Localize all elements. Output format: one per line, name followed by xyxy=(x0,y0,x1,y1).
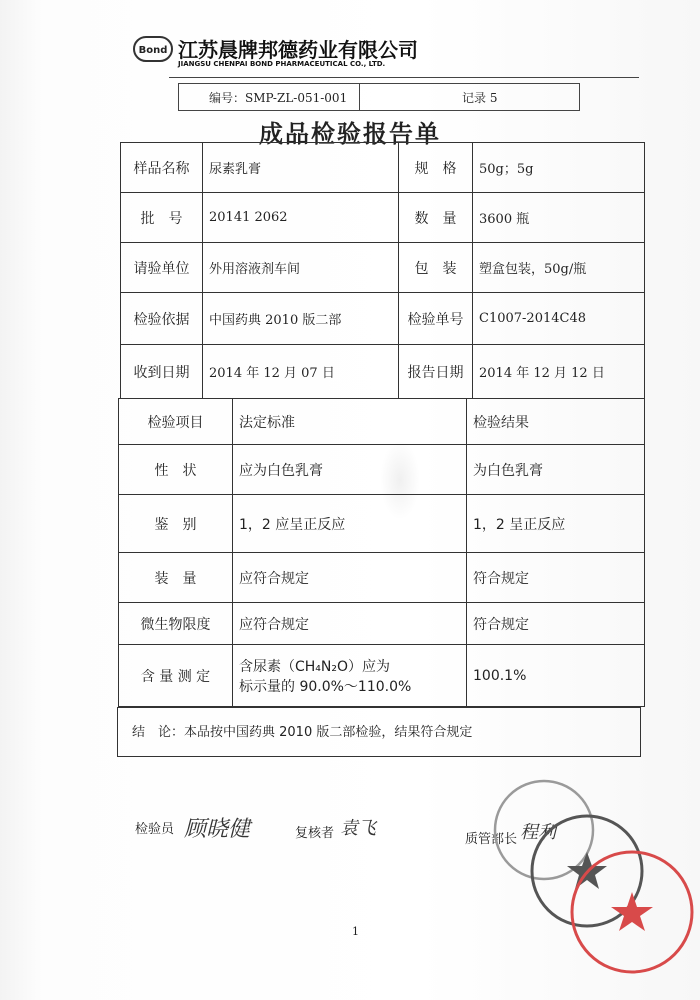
inspect-no-label: 检验单号 xyxy=(399,293,473,345)
result-value: 100.1% xyxy=(467,645,645,707)
col-header-result: 检验结果 xyxy=(467,399,645,445)
pack-label: 包 装 xyxy=(399,243,473,293)
basis-label: 检验依据 xyxy=(121,293,203,345)
reviewer-label: 复核者 xyxy=(295,826,335,841)
doc-code-box xyxy=(178,83,580,111)
sample-name-value: 尿素乳膏 xyxy=(203,143,399,193)
inspector-signature: 顾晓健 xyxy=(184,817,251,842)
qty-value: 3600 瓶 xyxy=(473,193,645,243)
inspect-no-value: C1007-2014C48 xyxy=(473,293,645,345)
report-date-value: 2014 年 12 月 12 日 xyxy=(473,345,645,399)
header-rule xyxy=(169,77,639,78)
doc-record: 记录 5 xyxy=(462,91,498,105)
doc-code: 编号：SMP-ZL-051-001 xyxy=(209,91,348,105)
company-name-cn: 江苏晨牌邦德药业有限公司 xyxy=(178,38,418,62)
red-seal-stamp xyxy=(568,848,696,976)
company-logo: Bond xyxy=(133,36,173,62)
inspector-label: 检验员 xyxy=(135,822,175,837)
code-separator xyxy=(359,84,360,110)
result-row xyxy=(119,445,645,495)
result-row xyxy=(119,553,645,603)
result-row xyxy=(119,495,645,553)
result-value: 符合规定 xyxy=(467,603,645,645)
pack-value: 塑盒包装，50g/瓶 xyxy=(473,243,645,293)
company-name-en: JIANGSU CHENPAI BOND PHARMACEUTICAL CO., LTD. xyxy=(178,60,386,68)
dept-value: 外用溶液剂车间 xyxy=(203,243,399,293)
spec-value: 50g；5g xyxy=(473,143,645,193)
info-row xyxy=(121,193,645,243)
result-standard xyxy=(233,645,467,707)
qty-label: 数 量 xyxy=(399,193,473,243)
conclusion: 结 论：本品按中国药典 2010 版二部检验，结果符合规定 xyxy=(117,707,641,757)
report-date-label: 报告日期 xyxy=(399,345,473,399)
dept-label: 请验单位 xyxy=(121,243,203,293)
spec-label: 规 格 xyxy=(399,143,473,193)
result-item: 性 状 xyxy=(119,445,233,495)
info-row xyxy=(121,293,645,345)
batch-label: 批 号 xyxy=(121,193,203,243)
batch-value: 20141 2062 xyxy=(203,193,399,243)
star-icon xyxy=(611,892,653,931)
col-header-standard: 法定标准 xyxy=(233,399,467,445)
qa-signature: 程利 xyxy=(520,822,556,843)
info-row xyxy=(121,243,645,293)
result-row xyxy=(119,645,645,707)
assay-standard-line2: 标示量的 90.0%～110.0% xyxy=(239,678,412,695)
recv-date-value: 2014 年 12 月 07 日 xyxy=(203,345,399,399)
results-table xyxy=(118,398,645,707)
sample-name-label: 样品名称 xyxy=(121,143,203,193)
info-row xyxy=(121,143,645,193)
basis-value: 中国药典 2010 版二部 xyxy=(203,293,399,345)
result-item: 含 量 测 定 xyxy=(119,645,233,707)
result-row xyxy=(119,603,645,645)
info-row xyxy=(121,345,645,399)
result-value: 符合规定 xyxy=(467,553,645,603)
result-value: 1，2 呈正反应 xyxy=(467,495,645,553)
result-standard: 应符合规定 xyxy=(233,603,467,645)
reviewer-signature: 袁飞 xyxy=(340,818,376,839)
assay-standard-line1: 含尿素（CH₄N₂O）应为 xyxy=(239,658,391,675)
result-item: 微生物限度 xyxy=(119,603,233,645)
results-header-row xyxy=(119,399,645,445)
recv-date-label: 收到日期 xyxy=(121,345,203,399)
col-header-item: 检验项目 xyxy=(119,399,233,445)
result-item: 鉴 别 xyxy=(119,495,233,553)
qa-label: 质管部长 xyxy=(465,832,518,847)
result-standard: 1，2 应呈正反应 xyxy=(233,495,467,553)
result-value: 为白色乳膏 xyxy=(467,445,645,495)
report-title: 成品检验报告单 xyxy=(259,120,441,148)
result-standard: 应符合规定 xyxy=(233,553,467,603)
sample-info-table xyxy=(120,142,645,399)
result-standard: 应为白色乳膏 xyxy=(233,445,467,495)
result-item: 装 量 xyxy=(119,553,233,603)
page-number: 1 xyxy=(352,925,359,938)
